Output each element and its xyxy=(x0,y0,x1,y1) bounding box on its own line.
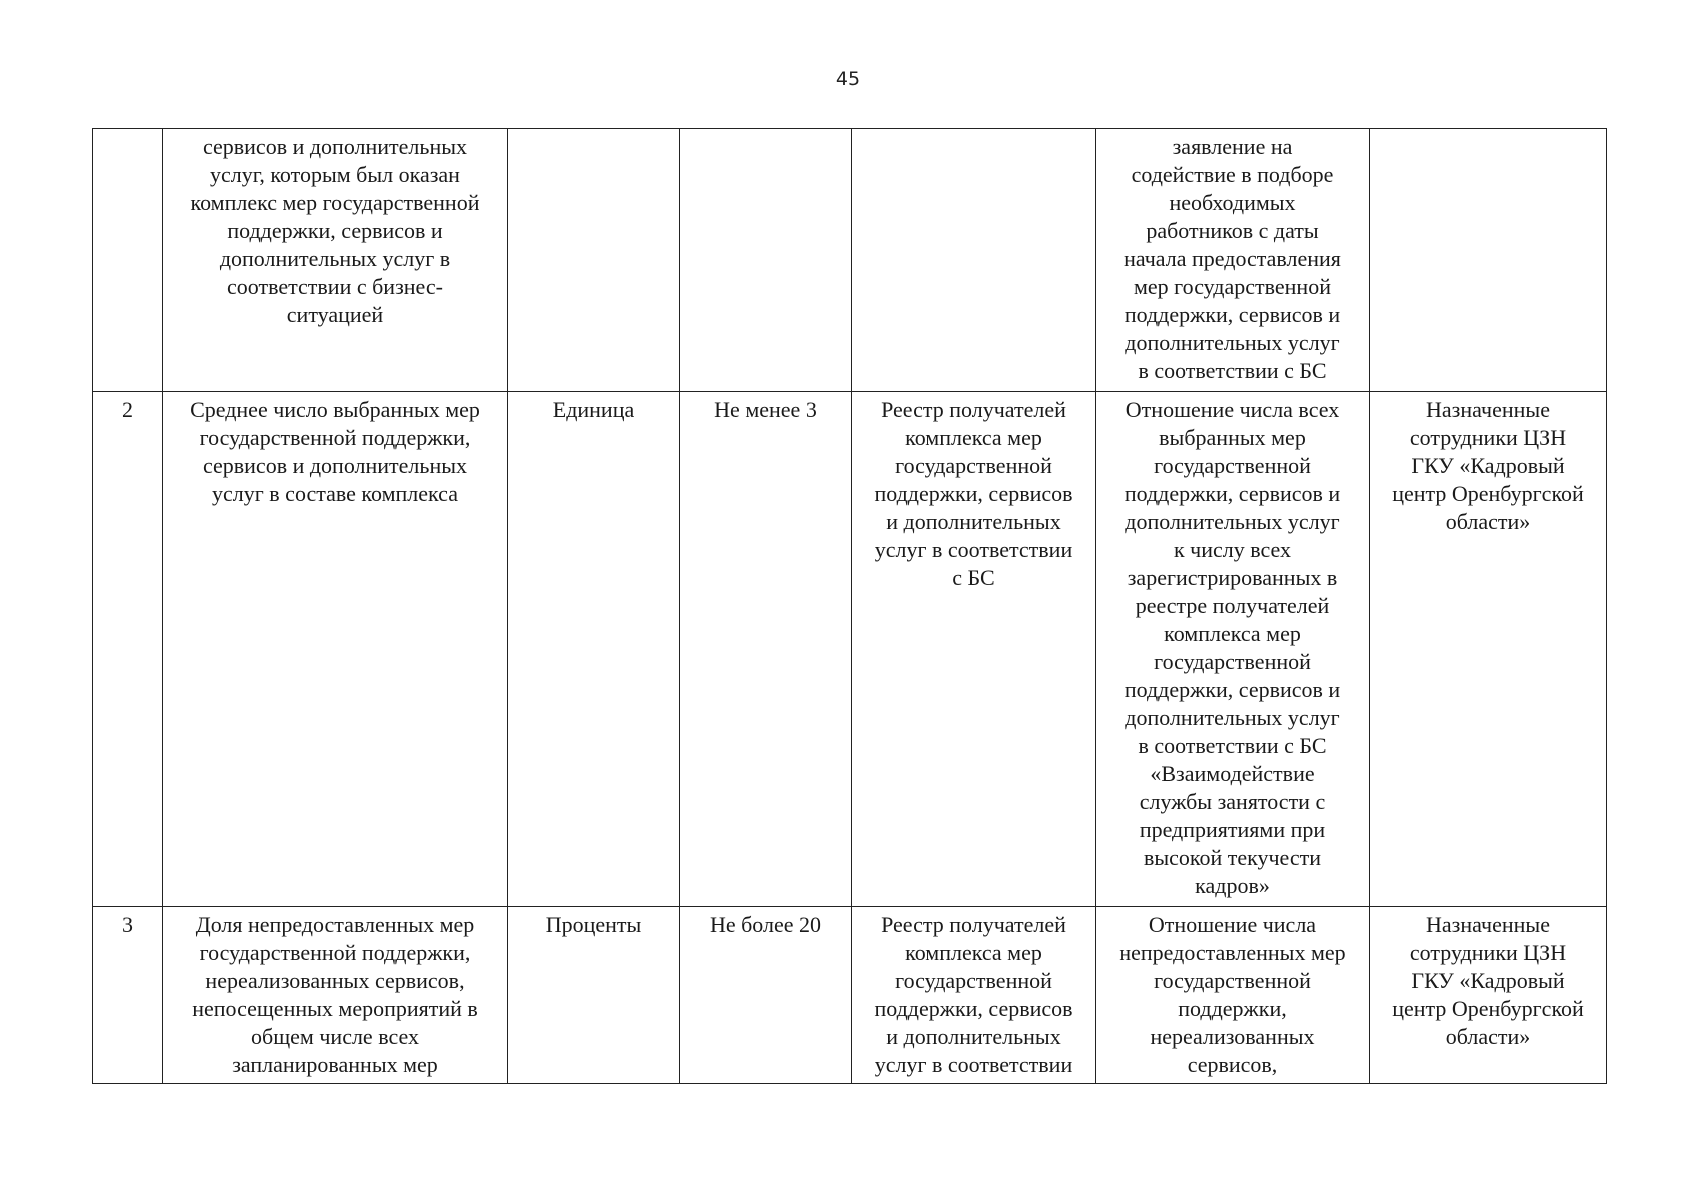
data-source-cell xyxy=(852,129,1096,392)
unit-cell: Единица xyxy=(508,392,680,907)
row-number-cell xyxy=(93,129,163,392)
responsible-cell: Назначенные сотрудники ЦЗН ГКУ «Кадровый центр Оренбургской области» xyxy=(1370,392,1607,907)
indicator-cell: Среднее число выбранных мер государственной поддержки, сервисов и дополнительных услуг в составе комплекса xyxy=(163,392,508,907)
row-number-cell: 2 xyxy=(93,392,163,907)
responsible-cell: Назначенные сотрудники ЦЗН ГКУ «Кадровый центр Оренбургской области» xyxy=(1370,907,1607,1084)
unit-cell: Проценты xyxy=(508,907,680,1084)
data-source-cell: Реестр получателей комплекса мер государственной поддержки, сервисов и дополнительных услуг в соответствии с БС xyxy=(852,392,1096,907)
page-number: 45 xyxy=(835,68,861,90)
calculation-method-cell: Отношение числа всех выбранных мер государственной поддержки, сервисов и дополнительных услуг к числу всех зарегистрированных в реестре получателей комплекса мер государственной поддержки, сервисов и дополнительных услуг в соответствии с БС «Взаимодействие службы занятости с предприятиями при высокой текучести кадров» xyxy=(1096,392,1370,907)
indicators-table xyxy=(92,128,1607,1084)
table-row xyxy=(93,392,1607,907)
table-row xyxy=(93,907,1607,1084)
indicator-cell: сервисов и дополнительных услуг, которым был оказан комплекс мер государственной поддержки, сервисов и дополнительных услуг в соответствии с бизнес- ситуацией xyxy=(163,129,508,392)
indicator-cell: Доля непредоставленных мер государственной поддержки, нереализованных сервисов, непосещенных мероприятий в общем числе всех запланированных мер xyxy=(163,907,508,1084)
table-row xyxy=(93,129,1607,392)
row-number-cell: 3 xyxy=(93,907,163,1084)
target-value-cell: Не менее 3 xyxy=(680,392,852,907)
target-value-cell xyxy=(680,129,852,392)
calculation-method-cell: Отношение числа непредоставленных мер государственной поддержки, нереализованных сервисов, xyxy=(1096,907,1370,1084)
data-source-cell: Реестр получателей комплекса мер государственной поддержки, сервисов и дополнительных услуг в соответствии xyxy=(852,907,1096,1084)
unit-cell xyxy=(508,129,680,392)
responsible-cell xyxy=(1370,129,1607,392)
calculation-method-cell: заявление на содействие в подборе необходимых работников с даты начала предоставления мер государственной поддержки, сервисов и дополнительных услуг в соответствии с БС xyxy=(1096,129,1370,392)
target-value-cell: Не более 20 xyxy=(680,907,852,1084)
